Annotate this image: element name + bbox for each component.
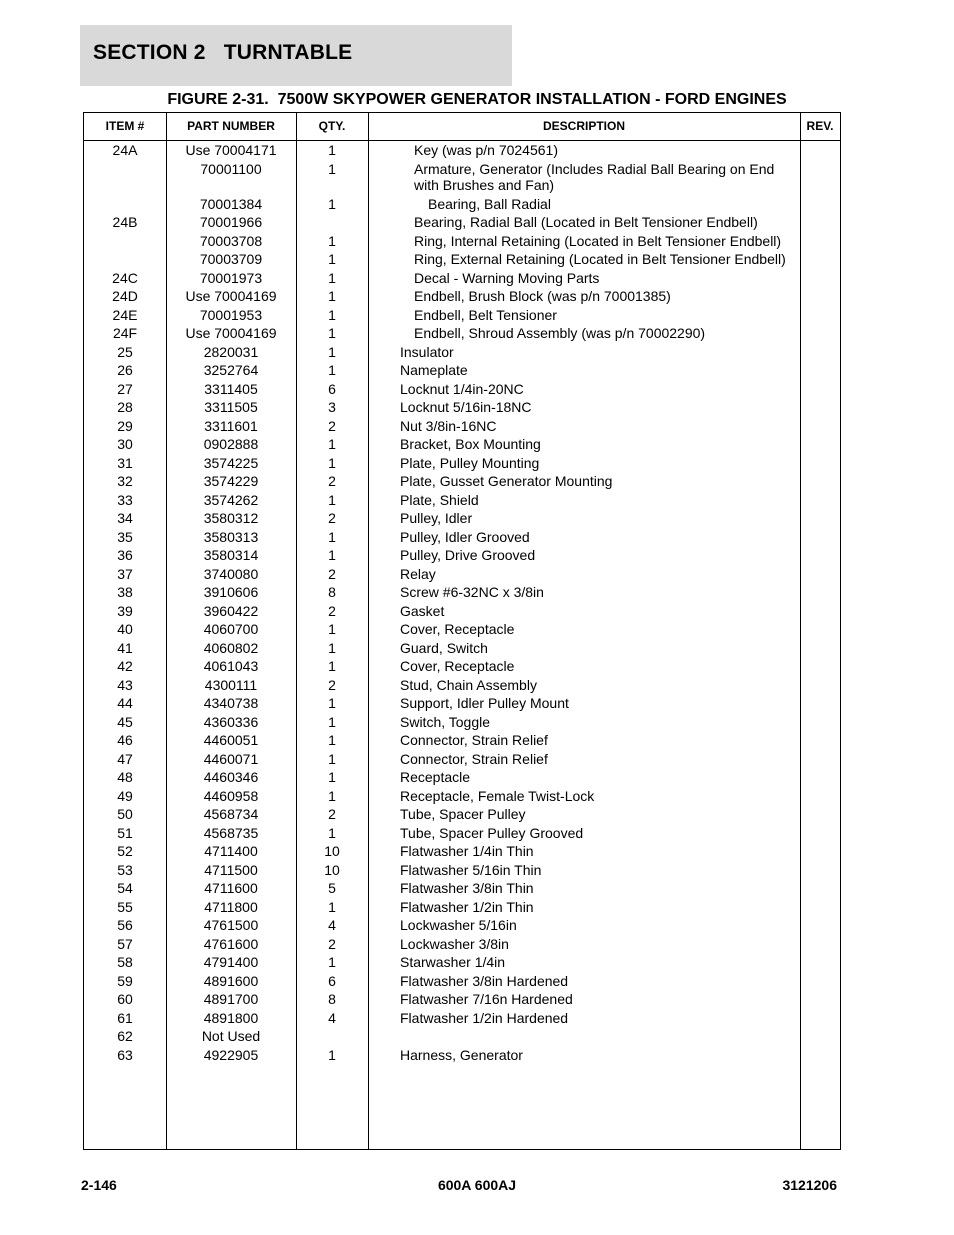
- item-number-cell: 31: [117, 454, 133, 471]
- section-title: SECTION 2 TURNTABLE: [93, 41, 353, 64]
- description-cell: Bearing, Radial Ball (Located in Belt Tensioner Endbell): [414, 214, 758, 230]
- item-number-cell: 40: [117, 621, 133, 637]
- description-cell: Endbell, Shroud Assembly (was p/n 70002290): [414, 325, 706, 341]
- description-cell: Guard, Switch: [400, 639, 488, 656]
- quantity-cell: 1: [328, 306, 336, 323]
- description-cell: Key (was p/n 7024561): [414, 142, 558, 158]
- table-row: [84, 582, 842, 601]
- quantity-cell: 1: [328, 325, 336, 341]
- quantity-cell: 1: [328, 713, 336, 730]
- part-number-cell: 4761600: [203, 935, 259, 952]
- quantity-cell: 1: [328, 160, 336, 177]
- quantity-cell: 2: [328, 676, 336, 693]
- item-number-cell: 27: [117, 380, 133, 397]
- table-row: [84, 786, 842, 805]
- description-cell: Ring, Internal Retaining (Located in Belt Tensioner Endbell): [414, 232, 782, 249]
- part-number-cell: 3311505: [204, 399, 258, 415]
- part-number-cell: 3740080: [203, 565, 259, 582]
- part-number-cell: 70003708: [199, 232, 263, 249]
- description-cell: Ring, External Retaining (Located in Belt Tensioner Endbell): [414, 251, 786, 267]
- parts-table: [83, 112, 841, 1150]
- figure-title: FIGURE 2-31. 7500W SKYPOWER GENERATOR INSTALLATION - FORD ENGINES: [167, 91, 787, 108]
- table-row: [84, 212, 842, 231]
- table-row: [84, 860, 842, 879]
- table-row: [84, 159, 842, 194]
- part-number-cell: 4568735: [203, 824, 259, 841]
- item-number-cell: 41: [117, 639, 133, 656]
- description-cell: Pulley, Idler: [400, 510, 473, 526]
- description-cell: Switch, Toggle: [400, 713, 491, 730]
- table-row: [84, 305, 842, 324]
- table-row: [84, 323, 842, 342]
- item-number-cell: 51: [117, 824, 133, 841]
- part-number-cell: 4060700: [203, 621, 259, 637]
- table-row: [84, 989, 842, 1008]
- description-cell: Stud, Chain Assembly: [400, 676, 537, 693]
- quantity-cell: 2: [328, 417, 336, 434]
- quantity-cell: 1: [328, 528, 336, 545]
- item-number-cell: 61: [117, 1009, 133, 1026]
- description-cell: Flatwasher 5/16in Thin: [400, 861, 542, 878]
- item-number-cell: 63: [117, 1046, 133, 1063]
- table-body: [84, 140, 840, 1063]
- table-row: [84, 564, 842, 583]
- item-number-cell: 42: [117, 658, 133, 674]
- part-number-cell: 70001100: [200, 160, 262, 177]
- description-cell: Endbell, Belt Tensioner: [414, 306, 557, 323]
- item-number-cell: 54: [117, 880, 133, 896]
- quantity-cell: 1: [328, 898, 336, 915]
- quantity-cell: 1: [328, 547, 336, 563]
- quantity-cell: 1: [328, 750, 336, 767]
- part-number-cell: Use 70004171: [185, 142, 277, 158]
- part-number-cell: 3311405: [204, 380, 258, 397]
- quantity-cell: 1: [328, 491, 336, 508]
- column-header-qty: QTY.: [318, 119, 346, 133]
- description-cell: Nut 3/8in-16NC: [400, 417, 497, 434]
- quantity-cell: 5: [328, 880, 336, 896]
- table-row: [84, 878, 842, 897]
- item-number-cell: 32: [117, 473, 133, 489]
- description-cell: Nameplate: [400, 362, 468, 378]
- part-number-cell: 4891800: [203, 1009, 259, 1026]
- table-row: [84, 619, 842, 638]
- part-number-cell: 4460958: [203, 787, 259, 804]
- part-number-cell: 4460346: [203, 769, 259, 785]
- part-number-cell: 2820031: [203, 343, 259, 360]
- quantity-cell: 1: [328, 824, 336, 841]
- part-number-cell: 3311601: [204, 417, 258, 434]
- description-cell: Lockwasher 5/16in: [400, 917, 517, 933]
- table-row: [84, 527, 842, 546]
- part-number-cell: 4360336: [203, 713, 259, 730]
- column-header-description: DESCRIPTION: [542, 119, 625, 133]
- quantity-cell: 8: [328, 991, 336, 1007]
- table-row: [84, 601, 842, 620]
- part-number-cell: 3580313: [203, 528, 259, 545]
- item-number-cell: 56: [117, 917, 133, 933]
- description-cell: Decal - Warning Moving Parts: [414, 269, 600, 286]
- part-number-cell: 3574262: [203, 491, 259, 508]
- part-number-cell: 4891600: [203, 972, 259, 989]
- part-number-cell: 70003709: [199, 251, 263, 267]
- table-row: [84, 360, 842, 379]
- quantity-cell: 2: [328, 565, 336, 582]
- table-row: [84, 971, 842, 990]
- table-row: [84, 934, 842, 953]
- table-row: [84, 342, 842, 361]
- table-row: [84, 471, 842, 490]
- part-number-cell: 4711800: [204, 898, 258, 915]
- quantity-cell: 10: [324, 843, 340, 859]
- quantity-cell: 1: [328, 232, 336, 249]
- quantity-cell: 1: [328, 639, 336, 656]
- table-row: [84, 379, 842, 398]
- quantity-cell: 1: [328, 269, 336, 286]
- item-number-cell: 24B: [112, 214, 138, 230]
- item-number-cell: 24D: [112, 288, 138, 304]
- column-header-rev: REV.: [806, 119, 834, 133]
- description-cell: Screw #6-32NC x 3/8in: [400, 584, 544, 600]
- item-number-cell: 24A: [112, 142, 138, 158]
- part-number-cell: 4711500: [204, 861, 258, 878]
- description-cell: Locknut 1/4in-20NC: [400, 380, 524, 397]
- quantity-cell: 1: [328, 695, 336, 711]
- part-number-cell: 4711400: [204, 843, 258, 859]
- quantity-cell: 2: [328, 935, 336, 952]
- description-cell: Pulley, Drive Grooved: [400, 547, 536, 563]
- item-number-cell: 45: [117, 713, 133, 730]
- table-row: [84, 897, 842, 916]
- part-number-cell: 4891700: [203, 991, 259, 1007]
- quantity-cell: 2: [328, 473, 336, 489]
- item-number-cell: 52: [117, 843, 133, 859]
- quantity-cell: 1: [328, 954, 336, 970]
- quantity-cell: 2: [328, 510, 336, 526]
- table-row: [84, 823, 842, 842]
- description-cell: Receptacle, Female Twist-Lock: [400, 787, 595, 804]
- table-row: [84, 397, 842, 416]
- item-number-cell: 60: [117, 991, 133, 1007]
- part-number-cell: 4460051: [203, 732, 259, 748]
- description-cell: Cover, Receptacle: [400, 621, 515, 637]
- description-cell: Cover, Receptacle: [400, 658, 515, 674]
- item-number-cell: 47: [117, 750, 133, 767]
- description-cell: Support, Idler Pulley Mount: [400, 695, 569, 711]
- item-number-cell: 24F: [112, 325, 138, 341]
- quantity-cell: 1: [328, 251, 336, 267]
- part-number-cell: Not Used: [201, 1028, 261, 1044]
- item-number-cell: 26: [117, 362, 133, 378]
- table-row: [84, 656, 842, 675]
- table-row: [84, 804, 842, 823]
- description-cell: Harness, Generator: [400, 1046, 523, 1063]
- table-row: [84, 194, 842, 213]
- quantity-cell: 3: [328, 399, 336, 415]
- part-number-cell: 3580314: [203, 547, 259, 563]
- table-row: [84, 952, 842, 971]
- description-cell: Flatwasher 3/8in Hardened: [400, 972, 569, 989]
- table-row: [84, 545, 842, 564]
- item-number-cell: 55: [117, 898, 133, 915]
- quantity-cell: 1: [328, 787, 336, 804]
- quantity-cell: 1: [328, 343, 336, 360]
- item-number-cell: 25: [117, 343, 133, 360]
- description-cell: Plate, Shield: [400, 491, 479, 508]
- part-number-cell: 4791400: [203, 954, 259, 970]
- model-label: 600A 600AJ: [437, 1177, 517, 1193]
- part-number-cell: Use 70004169: [185, 288, 277, 304]
- description-cell: Tube, Spacer Pulley: [400, 806, 526, 822]
- table-row: [84, 268, 842, 287]
- part-number-cell: 3574225: [203, 454, 259, 471]
- quantity-cell: 1: [328, 142, 336, 158]
- part-number-cell: 4061043: [203, 658, 259, 674]
- description-cell: Flatwasher 1/2in Hardened: [400, 1009, 569, 1026]
- item-number-cell: 44: [117, 695, 133, 711]
- description-cell: Receptacle: [400, 769, 471, 785]
- description-cell: Locknut 5/16in-18NC: [400, 399, 532, 415]
- quantity-cell: 1: [328, 362, 336, 378]
- table-row: [84, 1026, 842, 1045]
- table-row: [84, 693, 842, 712]
- table-row: [84, 712, 842, 731]
- item-number-cell: 50: [117, 806, 133, 822]
- table-row: [84, 915, 842, 934]
- item-number-cell: 43: [117, 676, 133, 693]
- table-row: [84, 841, 842, 860]
- description-cell: Flatwasher 3/8in Thin: [400, 880, 534, 896]
- part-number-cell: Use 70004169: [185, 325, 277, 341]
- part-number-cell: 4761500: [203, 917, 259, 933]
- quantity-cell: 1: [328, 621, 336, 637]
- part-number-cell: 4060802: [203, 639, 259, 656]
- item-number-cell: 46: [117, 732, 133, 748]
- part-number-cell: 4460071: [203, 750, 259, 767]
- part-number-cell: 3252764: [203, 362, 259, 378]
- item-number-cell: 62: [117, 1028, 133, 1044]
- description-cell: Bearing, Ball Radial: [428, 195, 551, 212]
- description-cell: Tube, Spacer Pulley Grooved: [400, 824, 584, 841]
- section-header-bar: [80, 25, 512, 86]
- item-number-cell: 29: [117, 417, 133, 434]
- quantity-cell: 1: [328, 1046, 336, 1063]
- item-number-cell: 35: [117, 528, 133, 545]
- description-cell: [400, 1026, 800, 1045]
- description-cell: Insulator: [400, 343, 454, 360]
- item-number-cell: 39: [117, 602, 133, 619]
- part-number-cell: 3960422: [203, 602, 259, 619]
- part-number-cell: 70001973: [199, 269, 263, 286]
- quantity-cell: 10: [324, 861, 340, 878]
- quantity-cell: 1: [328, 732, 336, 748]
- table-row: [84, 767, 842, 786]
- table-row: [84, 1045, 842, 1064]
- part-number-cell: 4300111: [204, 676, 258, 693]
- description-cell: Armature, Generator (Includes Radial Ball Bearing on End with Brushes and Fan): [414, 160, 775, 193]
- part-number-cell: 0902888: [203, 436, 259, 452]
- quantity-cell: 1: [328, 454, 336, 471]
- item-number-cell: 37: [117, 565, 133, 582]
- quantity-cell: 4: [328, 1009, 336, 1026]
- table-row: [84, 231, 842, 250]
- item-number-cell: 57: [117, 935, 133, 952]
- description-cell: Pulley, Idler Grooved: [400, 528, 530, 545]
- table-row: [84, 638, 842, 657]
- item-number-cell: 30: [117, 436, 133, 452]
- part-number-cell: 4340738: [203, 695, 259, 711]
- item-number-cell: 38: [117, 584, 133, 600]
- item-number-cell: 53: [117, 861, 133, 878]
- item-number-cell: 34: [117, 510, 133, 526]
- column-header-part-number: PART NUMBER: [187, 119, 275, 133]
- part-number-cell: 70001384: [199, 195, 263, 212]
- description-cell: Flatwasher 7/16n Hardened: [400, 991, 573, 1007]
- item-number-cell: 36: [117, 547, 133, 563]
- quantity-cell: 1: [328, 658, 336, 674]
- quantity-cell: 1: [328, 195, 336, 212]
- description-cell: Starwasher 1/4in: [400, 954, 506, 970]
- item-number-cell: 24C: [112, 269, 138, 286]
- table-row: [84, 730, 842, 749]
- description-cell: Relay: [400, 565, 436, 582]
- column-header-item: ITEM #: [105, 119, 145, 133]
- description-cell: Plate, Pulley Mounting: [400, 454, 540, 471]
- description-cell: Gasket: [400, 602, 445, 619]
- quantity-cell: 6: [328, 380, 336, 397]
- item-number-cell: 58: [117, 954, 133, 970]
- quantity-cell: 1: [328, 769, 336, 785]
- quantity-cell: 2: [328, 602, 336, 619]
- part-number-cell: 70001953: [199, 306, 263, 323]
- table-row: [84, 490, 842, 509]
- description-cell: Bracket, Box Mounting: [400, 436, 541, 452]
- quantity-cell: 2: [328, 806, 336, 822]
- part-number-cell: 4922905: [203, 1046, 259, 1063]
- table-row: [84, 249, 842, 268]
- item-number-cell: 48: [117, 769, 133, 785]
- description-cell: Connector, Strain Relief: [400, 732, 548, 748]
- part-number-cell: 4711600: [204, 880, 258, 896]
- item-number-cell: 59: [117, 972, 133, 989]
- item-number-cell: 28: [117, 399, 133, 415]
- part-number-cell: 3580312: [203, 510, 259, 526]
- description-cell: Flatwasher 1/2in Thin: [400, 898, 534, 915]
- table-row: [84, 416, 842, 435]
- quantity-cell: 4: [328, 917, 336, 933]
- page-number: 2-146: [81, 1177, 117, 1193]
- description-cell: Flatwasher 1/4in Thin: [400, 843, 534, 859]
- quantity-cell: 1: [328, 288, 336, 304]
- part-number-cell: 70001966: [199, 214, 263, 230]
- item-number-cell: 49: [117, 787, 133, 804]
- quantity-cell: 1: [328, 436, 336, 452]
- description-cell: Lockwasher 3/8in: [400, 935, 509, 952]
- part-number-cell: 4568734: [203, 806, 259, 822]
- table-row: [84, 453, 842, 472]
- table-row: [84, 1008, 842, 1027]
- item-number-cell: 24E: [112, 306, 138, 323]
- document-number: 3121206: [782, 1177, 837, 1193]
- table-row: [84, 286, 842, 305]
- table-row: [84, 749, 842, 768]
- description-cell: Connector, Strain Relief: [400, 750, 548, 767]
- table-row: [84, 508, 842, 527]
- table-row: [84, 434, 842, 453]
- part-number-cell: 3574229: [203, 473, 259, 489]
- description-cell: Plate, Gusset Generator Mounting: [400, 473, 613, 489]
- part-number-cell: 3910606: [203, 584, 259, 600]
- quantity-cell: 8: [328, 584, 336, 600]
- item-number-cell: 33: [117, 491, 133, 508]
- table-row: [84, 675, 842, 694]
- table-row: [84, 140, 842, 159]
- quantity-cell: 6: [328, 972, 336, 989]
- description-cell: Endbell, Brush Block (was p/n 70001385): [414, 288, 671, 304]
